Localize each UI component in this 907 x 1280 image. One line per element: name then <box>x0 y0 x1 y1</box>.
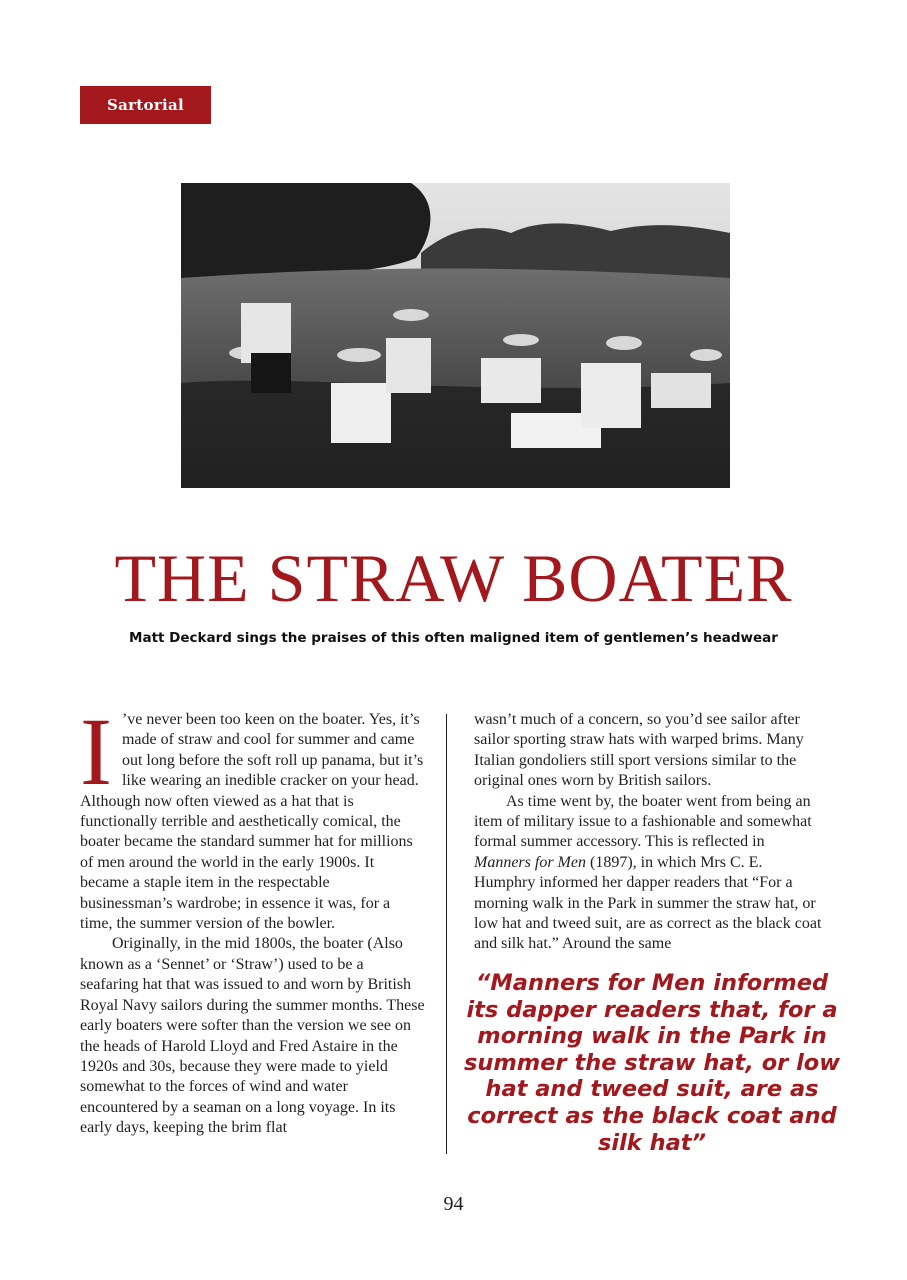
pull-quote: “Manners for Men informed its dapper readers that, for a morning walk in the Park in summer the straw hat, or low hat and tweed suit, are as correct as the black coat and silk hat” <box>463 970 841 1156</box>
article-title: THE STRAW BOATER <box>114 540 793 616</box>
paragraph-text: (1897), in which Mrs C. E. Humphry informed her dapper readers that “For a morning walk in the Park in summer the straw hat, or low hat and tweed suit, are as correct as the black coat and silk hat.” Around the same <box>474 853 822 953</box>
left-column <box>80 698 425 1139</box>
right-column <box>474 710 824 955</box>
article-standfirst: Matt Deckard sings the praises of this often maligned item of gentlemen’s headwear <box>129 630 778 646</box>
book-title: Manners for Men <box>474 853 586 871</box>
drop-cap: I <box>80 698 112 805</box>
article-photo <box>181 183 730 488</box>
column-divider <box>446 714 447 1154</box>
paragraph-text: As time went by, the boater went from being an item of military issue to a fashionable and somewhat formal summer accessory. This is reflected in <box>474 792 812 851</box>
paragraph <box>474 792 824 955</box>
photo-illustration <box>181 183 730 488</box>
paragraph: ’ve never been too keen on the boater. Yes, it’s made of straw and cool for summer and came out long before the soft roll up panama, but it’s like wearing an inedible cracker on your head. Although now often viewed as a hat that is functionally terrible and aesthetically comical, the boater became the standard summer hat for millions of men around the world in the early 1900s. It became a staple item in the respectable businessman’s wardrobe; in essence it was, for a time, the summer version of the bowler. <box>80 711 424 933</box>
page-number: 94 <box>443 1193 464 1215</box>
section-tag: Sartorial <box>80 86 211 124</box>
paragraph: Originally, in the mid 1800s, the boater (Also known as a ‘Sennet’ or ‘Straw’) used to be a seafaring hat that was issued to and worn by British Royal Navy sailors during the summer months. These early boaters were softer than the version we see on the heads of Harold Lloyd and Fred Astaire in the 1920s and 30s, because they were made to yield somewhat to the forces of wind and water encountered by a seaman on a long voyage. In its early days, keeping the brim flat <box>80 935 425 1137</box>
paragraph: wasn’t much of a concern, so you’d see sailor after sailor sporting straw hats with warped brims. Many Italian gondoliers still sport versions similar to the original ones worn by British sailors. <box>474 711 804 790</box>
